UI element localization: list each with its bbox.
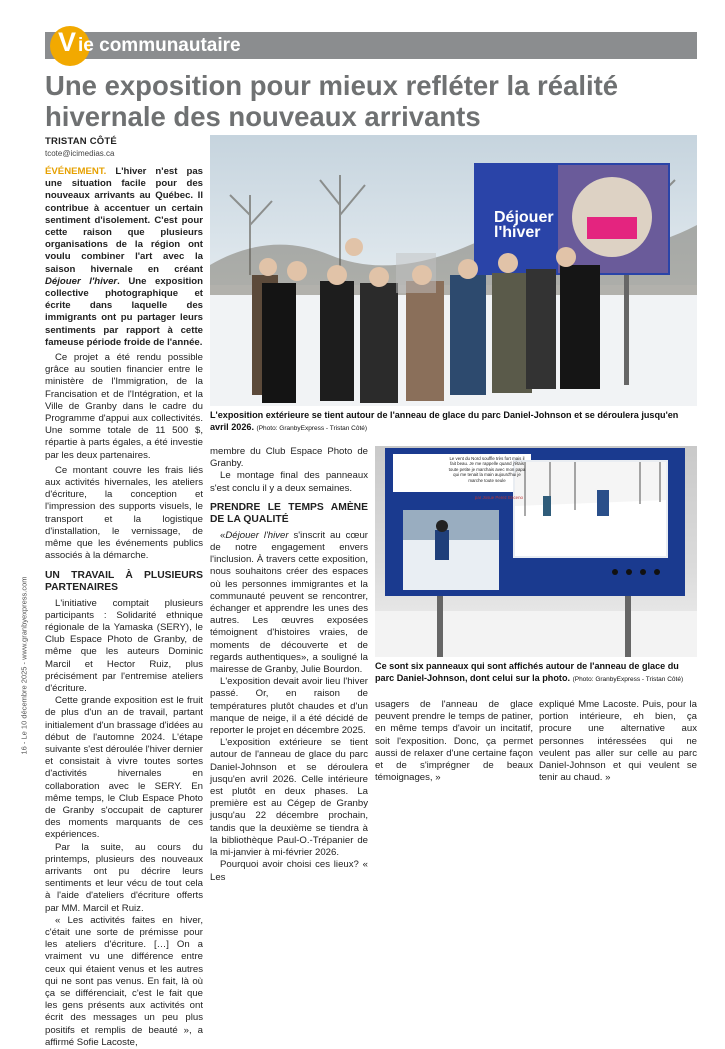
paragraph: expliqué Mme Lacoste. Puis, pour la portion intérieure, eh bien, ça procure une alternative aux personnes intéressées qui ne veulent pas aller sur celle au parc Daniel-Johnson et qui veulent se tenir au chaud. »	[539, 699, 697, 784]
article-column-4	[539, 699, 697, 784]
article-column-3	[375, 699, 533, 784]
panel-photo	[375, 446, 697, 657]
paragraph: Pourquoi avoir choisi ces lieux? « Les	[210, 859, 368, 883]
quote-italic: Déjouer l'hiver	[225, 529, 289, 541]
author: TRISTAN CÔTÉ	[45, 136, 117, 147]
photo1-caption	[210, 410, 697, 434]
panel-photo-art	[375, 446, 697, 657]
paragraph: Ce montant couvre les frais liés aux activités hivernales, les ateliers d'écriture, la conception et l'impression des supports visuels, le transport et la logistique d'installation, le vernissage, de même que les événements publics associés à la démarche.	[45, 464, 203, 562]
lead-end: . Une exposition collective photographique et écrite dans laquelle des immigrants ont pu partager leurs sentiments par rapport à cette fameuse période froide de l'année.	[45, 275, 203, 348]
side-folio	[14, 420, 34, 760]
subheading: UN TRAVAIL À PLUSIEURS PARTENAIRES	[45, 569, 203, 593]
panel-poem: Le vent du Nord souffle très fort mais il fait beau. Je me rappelle quand j'étais toute petite je marchais avec mon papa qui me tenait la main aujourd'hui je marche toute seule	[448, 456, 526, 483]
section-badge: V	[58, 27, 77, 57]
paragraph: Cette grande exposition est le fruit de plus d'un an de travail, partant initialement d'un brassage d'idées au début de l'automne 2024. L'étape suivante s'est déroulée l'hiver dernier et consistait à vivre toutes sortes d'activités hivernales en collaboration avec le SERY. En même temps, le Club Espace Photo de Granby s'occupait de capturer des moments marquants de ces expériences.	[45, 695, 203, 841]
paragraph: Le montage final des panneaux s'est conclu il y a deux semaines.	[210, 470, 368, 494]
paragraph: Ce projet a été rendu possible grâce au soutien financier entre le ministère de l'Immigration, de la Francisation et de l'Intégration, et la Ville de Granby dans le cadre du Programme d'appui aux collectivités. Une somme totale de 11 500 $, répartie à parts égales, a été investie par les deux partenaires.	[45, 352, 203, 461]
subheading: PRENDRE LE TEMPS AMÈNE DE LA QUALITÉ	[210, 501, 368, 525]
article-column-1	[45, 166, 203, 1049]
group-photo	[210, 135, 697, 406]
author-email: tcote@icimedias.ca	[45, 149, 115, 158]
paragraph: L'initiative comptait plusieurs participants : Solidarité ethnique régionale de la Yamaska (SERY), le Club Espace Photo de Granby, de même que les auteurs Dominic Marcil et Hector Ruiz, plus précisément par l'entremise ateliers d'écriture.	[45, 597, 203, 694]
paragraph: L'exposition devait avoir lieu l'hiver passé. Or, en raison de températures plutôt chaudes et d'un manque de neige, il a été décidé de reporter le projet en décembre 2025.	[210, 676, 368, 737]
photo2-credit: (Photo: GranbyExpress - Tristan Côté)	[572, 675, 684, 683]
photo2-caption	[375, 661, 697, 685]
paragraph: « Les activités faites en hiver, c'était une sorte de prémisse pour les ateliers d'écriture. […] On a vraiment vu une différence entre ceux qui étaient venus et les autres qui ne sont pas venus. En fait, là où ça se différenciait, c'est le fait que les gens présents aux activités ont écrit des messages un peu plus positifs et remplis de beauté », a affirmé Sofie Lacoste,	[45, 914, 203, 1048]
paragraph: membre du Club Espace Photo de Granby.	[210, 446, 368, 470]
lead-text: L'hiver n'est pas une situation facile pour des nouveaux arrivants au Québec. Il contribue à accentuer un certain sentiment d'isolement. C'est pour cette raison que plusieurs organisations de la région ont voulu combiner l'art avec la saison hivernale en créant	[45, 166, 203, 275]
group-photo-art	[210, 135, 697, 406]
paragraph: L'exposition extérieure se tient autour de l'anneau de glace du parc Daniel-Johnson et se déroulera jusqu'en avril 2026. Celle intérieure est plutôt en deux phases. La première est au Cégep de Granby jusqu'au 22 décembre prochain, tandis que la deuxième se tiendra à la bibliothèque Paul-O.-Trépanier de la mi-janvier à mi-février 2026.	[210, 737, 368, 859]
paragraph: Par la suite, au cours du printemps, plusieurs des nouveaux arrivants ont pu décrire leurs sentiments et leur vécu de tout cela à l'aide d'ateliers d'écriture offerts par MM. Marcil et Ruiz.	[45, 841, 203, 914]
lead-italic: Déjouer l'hiver	[45, 275, 118, 287]
panel-poem-author: par Josue Perez Enceno	[474, 495, 523, 500]
article-column-2	[210, 446, 368, 884]
section-title: ie communautaire	[78, 35, 241, 56]
photo1-credit: (Photo: GranbyExpress - Tristan Côté)	[256, 424, 368, 432]
kicker: ÉVÉNEMENT.	[45, 166, 107, 177]
paragraph: usagers de l'anneau de glace peuvent prendre le temps de patiner, en même temps d'avoir un incitatif, soit l'exposition. Donc, ça permet aussi de relaxer d'une certaine façon et de s'imprégner de beaux témoignages, »	[375, 699, 533, 784]
lead-paragraph	[45, 166, 203, 349]
quote-text: s'inscrit au cœur de notre engagement envers l'inclusion. À travers cette exposition, nous souhaitons créer des espaces où les personnes immigrantes et la communauté peuvent se rencontrer, échanger et apprendre les unes des autres. Les œuvres exposées témoignent d'histoires vraies, de moments de découverte et de regards authentiques», a souligné la mairesse de Granby, Julie Bourdon.	[210, 529, 368, 676]
photo1-caption-text: L'exposition extérieure se tient autour de l'anneau de glace du parc Daniel-Johnson et se déroulera jusqu'en avril 2026.	[210, 410, 679, 432]
side-folio-text: 16 - Le 10 décembre 2025 - www.granbyexpress.com	[19, 576, 29, 755]
paragraph: «Déjouer l'hiver s'inscrit au cœur de notre engagement envers l'inclusion. À travers cette exposition, nous souhaitons créer des espaces où les personnes immigrantes et la communauté peuvent se rencontrer, échanger et apprendre les unes des autres. Les œuvres exposées témoignent d'histoires vraies, de moments de découverte et de regards authentiques», a souligné la mairesse de Granby, Julie Bourdon.	[210, 529, 368, 676]
photo2-caption-text: Ce sont six panneaux qui sont affichés autour de l'anneau de glace du parc Daniel-Johnson, dont celui sur la photo.	[375, 661, 679, 683]
headline: Une exposition pour mieux refléter la réalité hivernale des nouveaux arrivants	[45, 70, 619, 132]
sign-text: Déjouer l'hiver	[494, 209, 554, 241]
